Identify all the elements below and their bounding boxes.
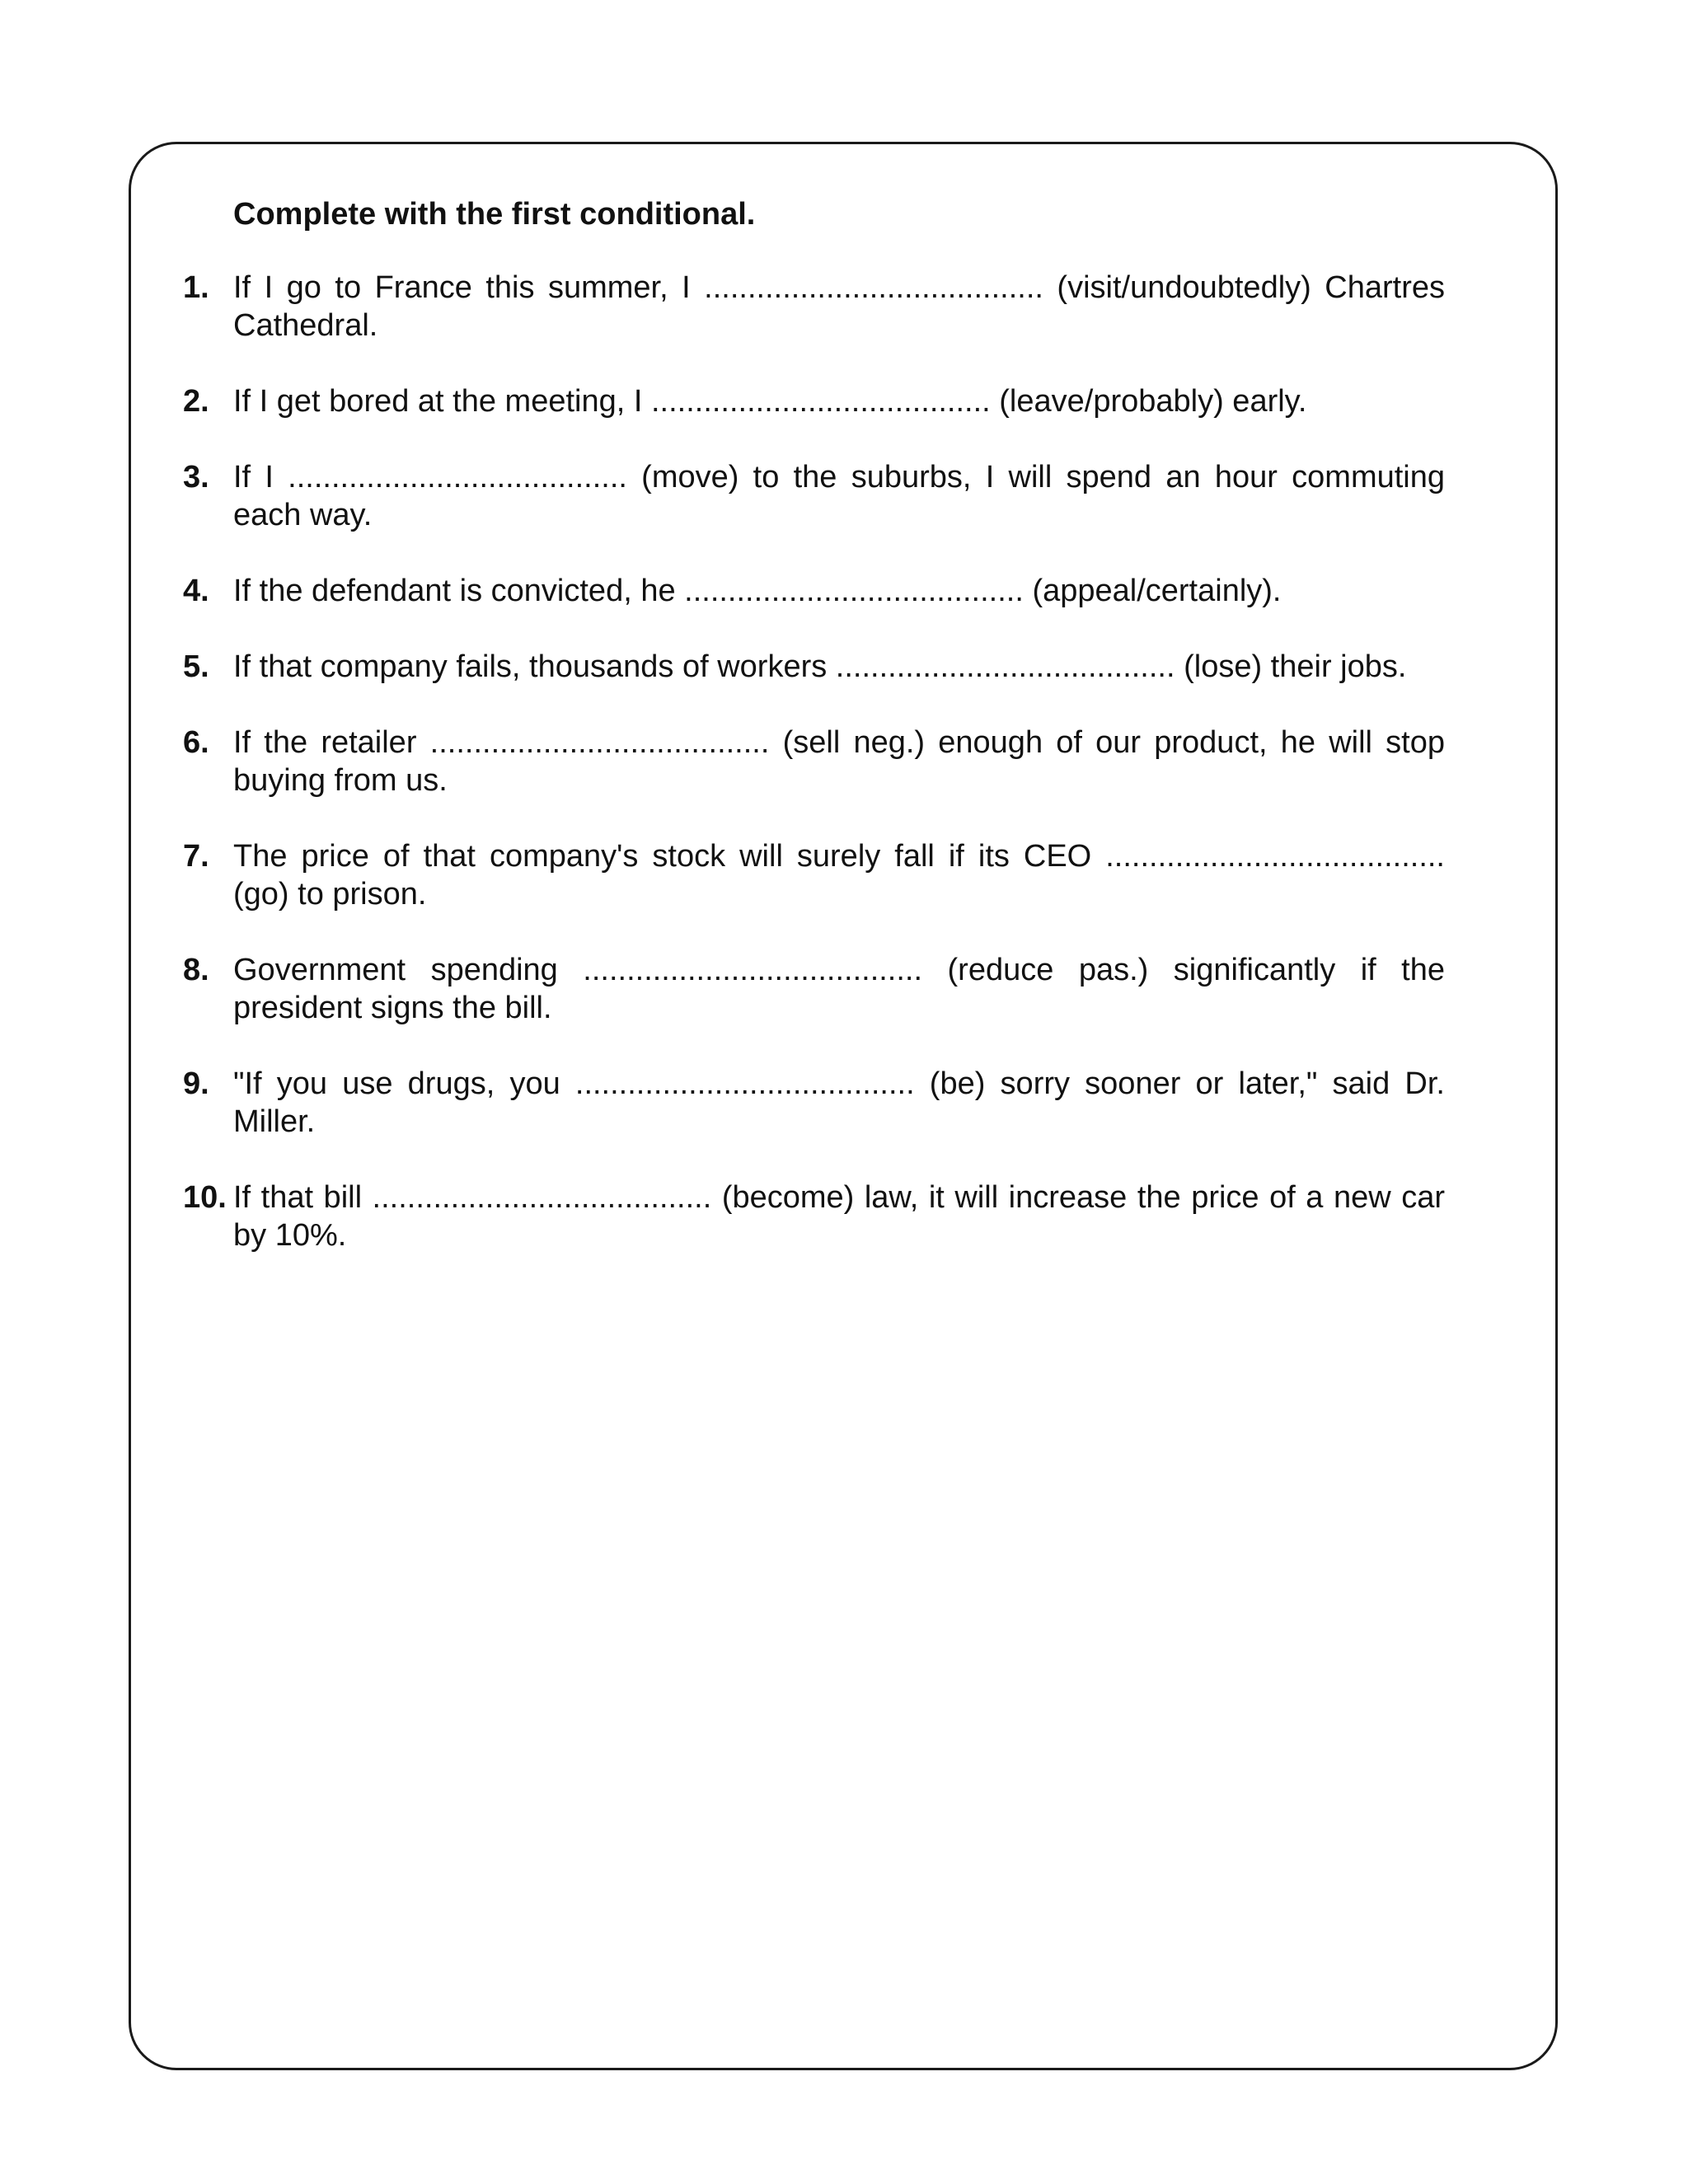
item-number: 5. [183,649,209,684]
item-number: 2. [183,384,209,419]
exercise-list [183,269,1445,1292]
exercise-item-5 [183,648,1445,686]
item-text: If I go to France this summer, I ....................................... (visit/undoubtedly) Chartres Cathedral. [233,270,1445,343]
item-text: "If you use drugs, you ....................................... (be) sorry sooner or later," said Dr. Miller. [233,1066,1445,1139]
item-text: If the retailer ....................................... (sell neg.) enough of our product, he will stop buying from us. [233,725,1445,798]
item-text: If that bill ....................................... (become) law, it will increase the price of a new car by 10%. [233,1180,1445,1253]
item-number: 10. [183,1180,227,1215]
item-number: 8. [183,953,209,987]
item-number: 3. [183,460,209,494]
item-text: If I ....................................... (move) to the suburbs, I will spend an hour commuting each way. [233,460,1445,532]
item-text: If the defendant is convicted, he ....................................... (appeal/certainly). [233,574,1282,608]
item-text: If that company fails, thousands of workers ....................................... (lose) their jobs. [233,649,1407,684]
item-number: 9. [183,1066,209,1101]
item-number: 7. [183,839,209,874]
item-number: 1. [183,270,209,305]
item-text: If I get bored at the meeting, I ....................................... (leave/probably) early. [233,384,1307,419]
exercise-item-2 [183,382,1445,420]
exercise-item-9 [183,1065,1445,1141]
exercise-item-8 [183,951,1445,1027]
exercise-item-1 [183,269,1445,344]
item-text: Government spending ....................................... (reduce pas.) significantly if the president signs the bill. [233,953,1445,1025]
exercise-item-6 [183,724,1445,799]
item-text: The price of that company's stock will surely fall if its CEO ....................................... (go) to prison. [233,839,1445,912]
item-number: 4. [183,574,209,608]
exercise-item-4 [183,572,1445,610]
exercise-item-10 [183,1179,1445,1254]
exercise-item-7 [183,837,1445,913]
instruction-heading: Complete with the first conditional. [233,197,756,232]
item-number: 6. [183,725,209,760]
exercise-item-3 [183,458,1445,534]
